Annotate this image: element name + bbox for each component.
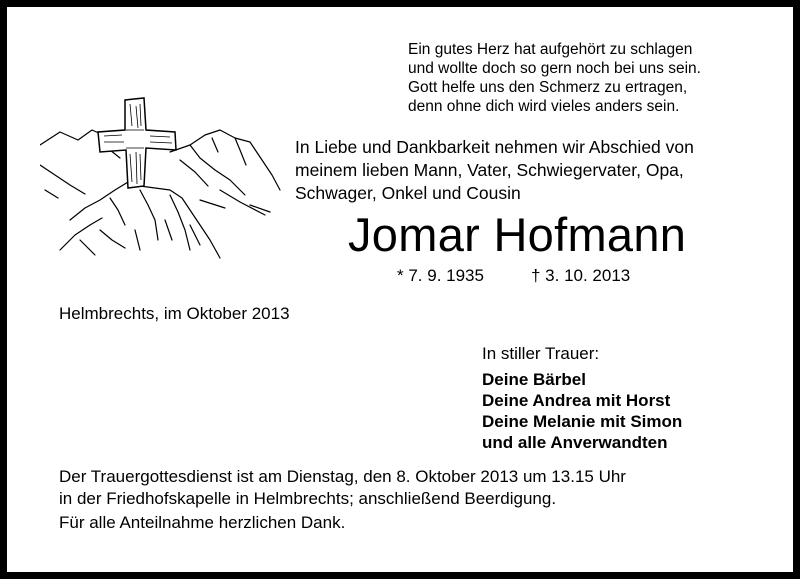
mourner-item: Deine Bärbel <box>482 370 586 389</box>
deceased-name: Jomar Hofmann <box>348 208 687 261</box>
intro-line: In Liebe und Dankbarkeit nehmen wir Abschied von <box>295 137 694 157</box>
mourner-item: und alle Anverwandten <box>482 433 668 452</box>
birth-date: * 7. 9. 1935 <box>397 266 484 285</box>
funeral-service-info <box>59 466 626 510</box>
intro-line: Schwager, Onkel und Cousin <box>295 183 521 203</box>
mourner-item: Deine Melanie mit Simon <box>482 412 683 431</box>
mourners-list <box>482 369 682 453</box>
intro-line: meinem lieben Mann, Vater, Schwiegervater, Opa, <box>295 160 684 180</box>
service-line: in der Friedhofskapelle in Helmbrechts; anschließend Beerdigung. <box>59 489 557 508</box>
service-line: Der Trauergottesdienst ist am Dienstag, den 8. Oktober 2013 um 13.15 Uhr <box>59 467 626 486</box>
poem-line: Ein gutes Herz hat aufgehört zu schlagen <box>408 41 693 58</box>
place-and-date: Helmbrechts, im Oktober 2013 <box>59 304 290 323</box>
poem-line: denn ohne dich wird vieles anders sein. <box>408 98 680 115</box>
poem-line: und wollte doch so gern noch bei uns sein. <box>408 60 701 77</box>
death-date: † 3. 10. 2013 <box>531 266 631 285</box>
mourner-item: Deine Andrea mit Horst <box>482 391 671 410</box>
farewell-intro <box>295 136 694 205</box>
thanks-note: Für alle Anteilnahme herzlichen Dank. <box>59 513 346 532</box>
poem-line: Gott helfe uns den Schmerz zu ertragen, <box>408 79 688 96</box>
memorial-poem <box>408 40 701 116</box>
mourning-label: In stiller Trauer: <box>482 344 600 363</box>
mountain-cross-drawing <box>40 90 290 270</box>
